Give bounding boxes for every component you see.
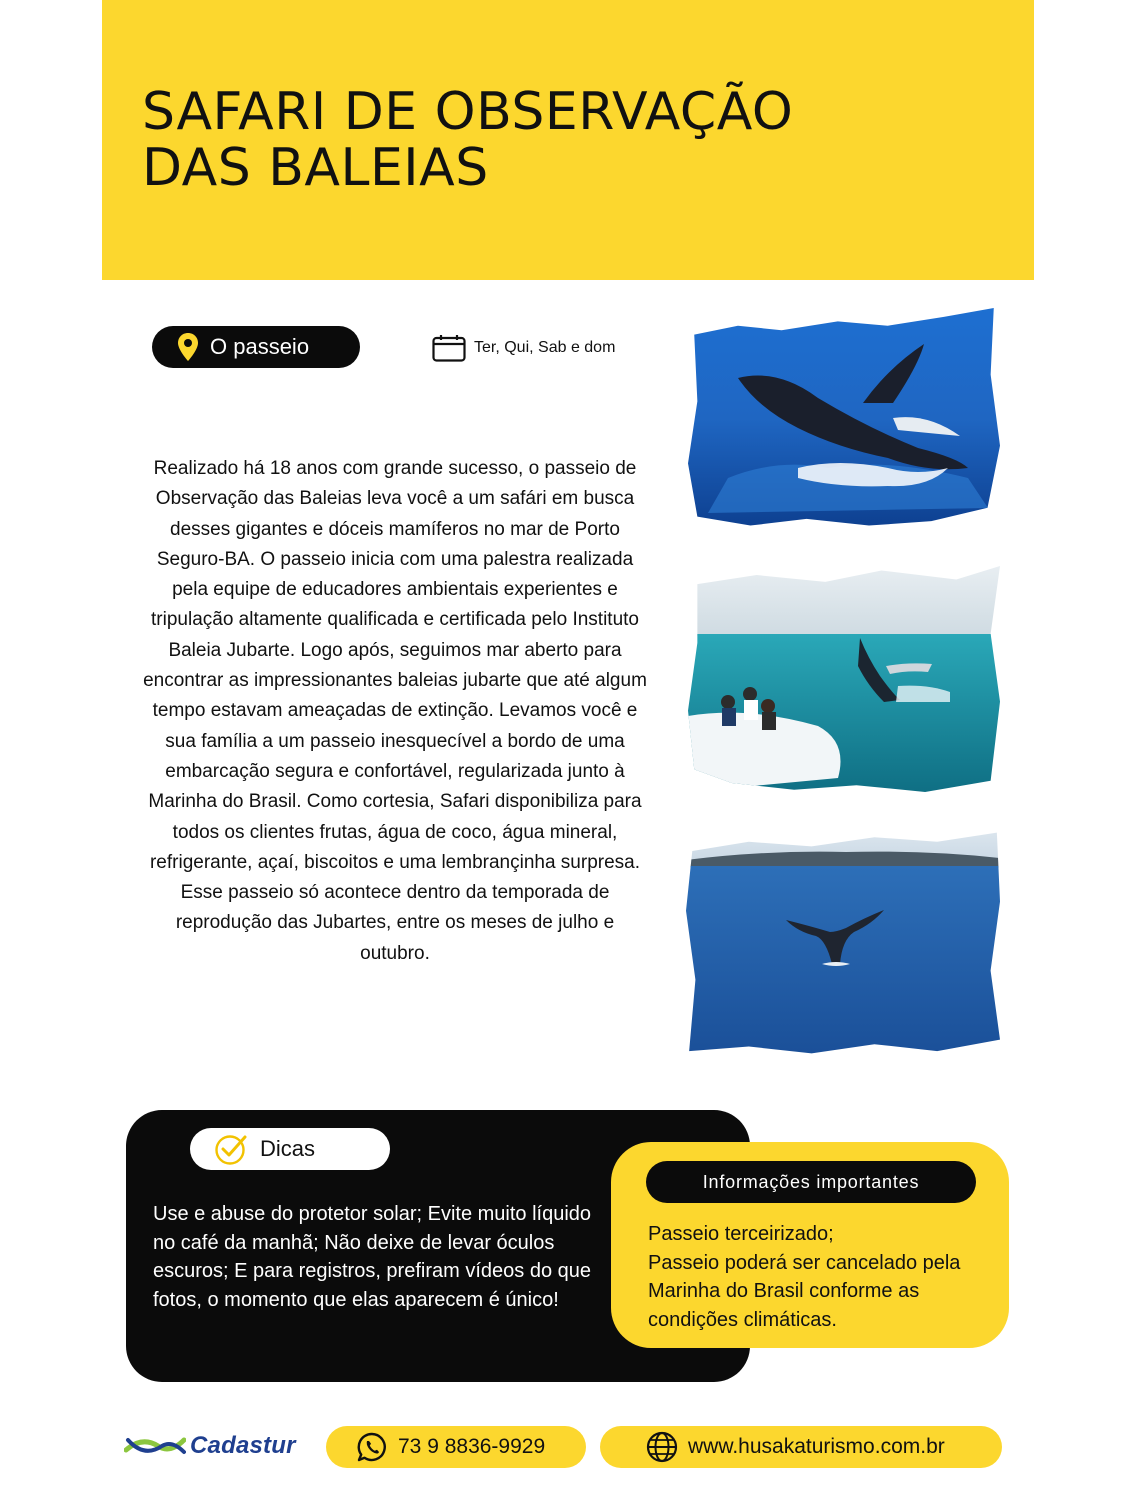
whale-and-boat-photo xyxy=(688,566,1000,792)
phone-number: 73 9 8836-9929 xyxy=(398,1435,546,1458)
whatsapp-icon xyxy=(356,1431,388,1463)
website-url: www.husakaturismo.com.br xyxy=(688,1435,945,1458)
tips-label-pill xyxy=(190,1128,390,1170)
globe-icon xyxy=(646,1431,678,1463)
schedule-text: Ter, Qui, Sab e dom xyxy=(474,339,616,356)
header-banner xyxy=(102,0,1034,280)
whale-tail-photo xyxy=(686,828,1000,1058)
cadastur-mark-icon xyxy=(124,1428,186,1464)
info-label: Informações importantes xyxy=(702,1171,920,1192)
logo-text: Cadastur xyxy=(190,1432,296,1459)
tour-label-pill xyxy=(152,326,360,368)
tips-label: Dicas xyxy=(260,1136,316,1161)
tour-description: Realizado há 18 anos com grande sucesso, o passeio de Observação das Baleias leva você a um safári em busca desses gigantes e dóceis mamíferos no mar de Porto Seguro-BA. O passeio inicia com uma palestra realizada pela equipe de educadores ambientais experientes e tripulação altamente qualificada e certificada pelo Instituto Baleia Jubarte. Logo após, seguimos mar aberto para encontrar as impressionantes baleias jubarte que até algum tempo estavam ameaçadas de extinção. Levamos você e sua família a um passeio inesquecível a bordo de uma embarcação segura e confortável, regularizada junto à Marinha do Brasil. Como cortesia, Safari disponibiliza para todos os clientes frutas, água de coco, água mineral, refrigerante, açaí, biscoitos e uma lembrançinha surpresa. Esse passeio só acontece dentro da temporada de reprodução das Jubartes, entre os meses de julho e outubro. xyxy=(143,458,647,964)
cadastur-logo xyxy=(124,1426,314,1466)
phone-contact[interactable] xyxy=(326,1426,586,1468)
info-label-pill xyxy=(646,1161,976,1203)
location-pin-icon xyxy=(176,332,200,362)
calendar-icon xyxy=(432,334,466,362)
breaching-whale-photo xyxy=(688,308,1000,530)
page-title xyxy=(142,84,902,196)
schedule xyxy=(432,334,615,362)
title-line-2: DAS BALEIAS xyxy=(142,138,489,198)
tour-label: O passeio xyxy=(210,334,310,359)
info-text xyxy=(648,1220,998,1334)
tips-text: Use e abuse do protetor solar; Evite muito líquido no café da manhã; Não deixe de levar óculos escuros; E para registros, prefiram vídeos do que fotos, o momento que elas aparecem é único! xyxy=(153,1203,592,1311)
title-line-1: SAFARI DE OBSERVAÇÃO xyxy=(142,82,794,142)
info-line-1: Passeio terceirizado; xyxy=(648,1223,834,1245)
check-circle-icon xyxy=(214,1132,248,1166)
website-link[interactable] xyxy=(600,1426,1002,1468)
info-line-2: Passeio poderá ser cancelado pela Marinha do Brasil conforme as condições climáticas. xyxy=(648,1251,961,1331)
